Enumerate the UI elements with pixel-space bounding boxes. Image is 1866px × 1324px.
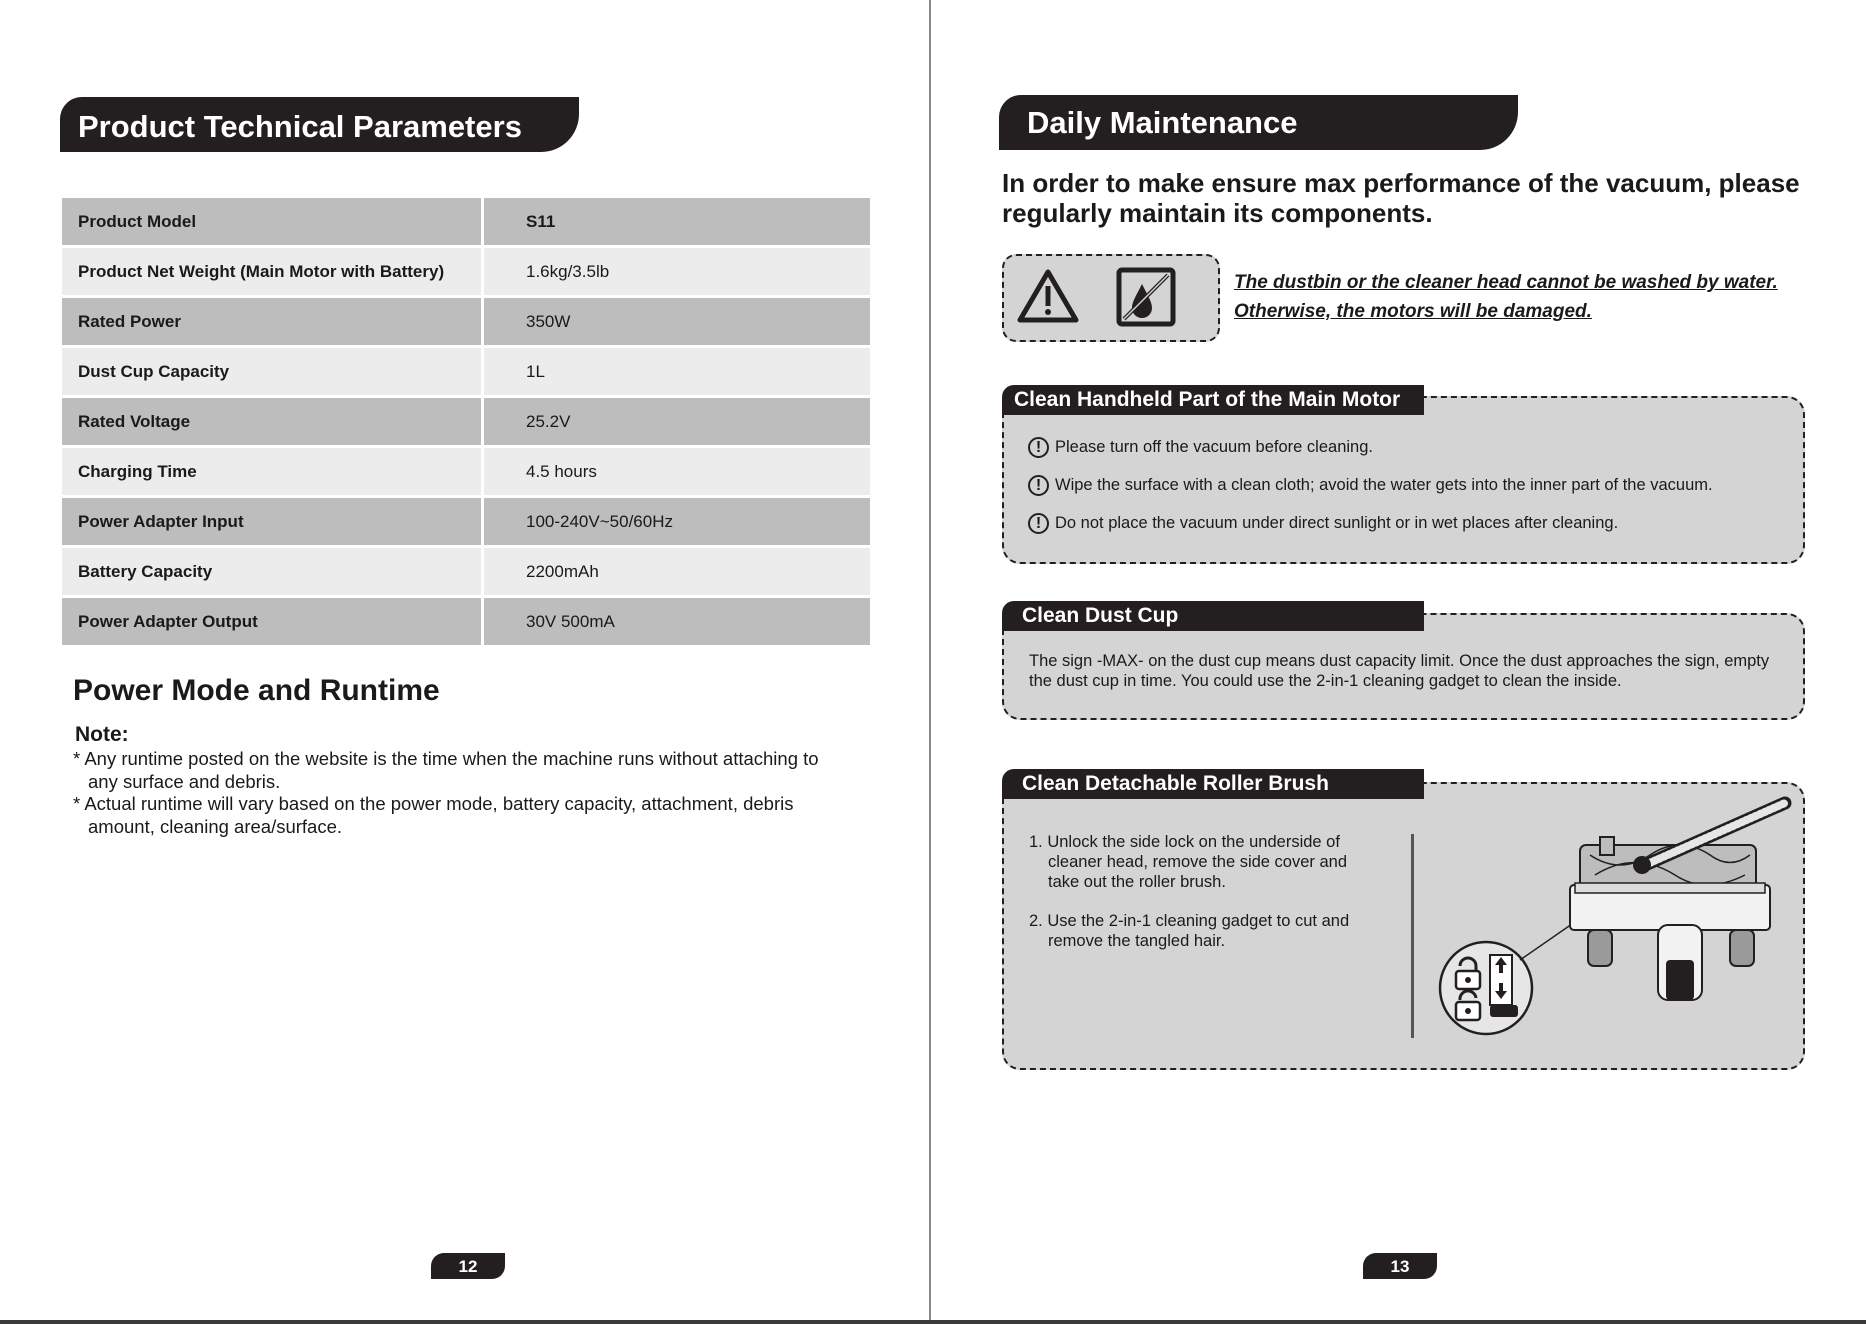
divider (1411, 834, 1414, 1038)
motor-bullet (1028, 513, 1618, 534)
roller-section-title: Clean Detachable Roller Brush (1002, 769, 1424, 799)
param-value: 30V 500mA (484, 598, 870, 645)
motor-bullet (1028, 475, 1713, 496)
runtime-title: Power Mode and Runtime (73, 674, 440, 707)
dustcup-section-title: Clean Dust Cup (1002, 601, 1424, 631)
warning-line-2: Otherwise, the motors will be damaged. (1234, 301, 1592, 322)
warning-triangle-icon (1020, 272, 1076, 320)
roller-brush-illustration (1430, 795, 1800, 1045)
param-label: Product Net Weight (Main Motor with Battery) (62, 248, 484, 295)
param-label: Rated Voltage (62, 398, 484, 445)
warning-text (1234, 268, 1834, 326)
motor-bullet-text: Wipe the surface with a clean cloth; avoid the water gets into the inner part of the vacuum. (1055, 476, 1713, 494)
exclamation-circle-icon: ! (1028, 513, 1049, 534)
note-title: Note: (75, 723, 129, 746)
param-value: 1L (484, 348, 870, 395)
param-label: Battery Capacity (62, 548, 484, 595)
param-label: Product Model (62, 198, 484, 245)
roller-step: 2. Use the 2-in-1 cleaning gadget to cut and remove the tangled hair. (1029, 912, 1350, 950)
param-label: Dust Cup Capacity (62, 348, 484, 395)
maintenance-header: Daily Maintenance (999, 95, 1518, 150)
warning-icons (1004, 256, 1218, 340)
maintenance-intro: In order to make ensure max performance of the vacuum, please regularly maintain its components. (1002, 168, 1800, 228)
motor-bullet-text: Please turn off the vacuum before cleaning. (1055, 438, 1373, 456)
roller-steps (1029, 832, 1374, 970)
motor-bullet-text: Do not place the vacuum under direct sunlight or in wet places after cleaning. (1055, 514, 1619, 532)
note-item: * Any runtime posted on the website is the time when the machine runs without attaching to any surface and debris. (73, 748, 819, 792)
motor-section-title: Clean Handheld Part of the Main Motor (1002, 385, 1424, 415)
warning-line-1: The dustbin or the cleaner head cannot be washed by water. (1234, 272, 1778, 293)
param-value: 25.2V (484, 398, 870, 445)
note-item: * Actual runtime will vary based on the power mode, battery capacity, attachment, debris amount, cleaning area/surface. (73, 793, 794, 837)
param-value: 2200mAh (484, 548, 870, 595)
param-value: 1.6kg/3.5lb (484, 248, 870, 295)
param-label: Power Adapter Output (62, 598, 484, 645)
no-water-icon (1119, 270, 1173, 324)
param-label: Power Adapter Input (62, 498, 484, 545)
param-value: 4.5 hours (484, 448, 870, 495)
param-label: Charging Time (62, 448, 484, 495)
warning-icons-box (1002, 254, 1220, 342)
dustcup-text: The sign -MAX- on the dust cup means dust capacity limit. Once the dust approaches the sign, empty the dust cup in time. You could use the 2-in-1 cleaning gadget to clean the inside. (1029, 652, 1770, 690)
lock-diagram (1440, 942, 1532, 1034)
cleaner-head (1570, 837, 1770, 1000)
roller-step: 1. Unlock the side lock on the underside of cleaner head, remove the side cover and take out the roller brush. (1029, 833, 1348, 891)
param-value: 350W (484, 298, 870, 345)
page-number: 13 (1363, 1253, 1437, 1279)
exclamation-circle-icon: ! (1028, 437, 1049, 458)
motor-bullet (1028, 437, 1373, 458)
param-value: 100-240V~50/60Hz (484, 498, 870, 545)
param-label: Rated Power (62, 298, 484, 345)
bottom-edge (0, 1320, 1866, 1324)
parameters-header: Product Technical Parameters (60, 97, 579, 152)
exclamation-circle-icon: ! (1028, 475, 1049, 496)
page-number: 12 (431, 1253, 505, 1279)
param-value: S11 (484, 198, 870, 245)
